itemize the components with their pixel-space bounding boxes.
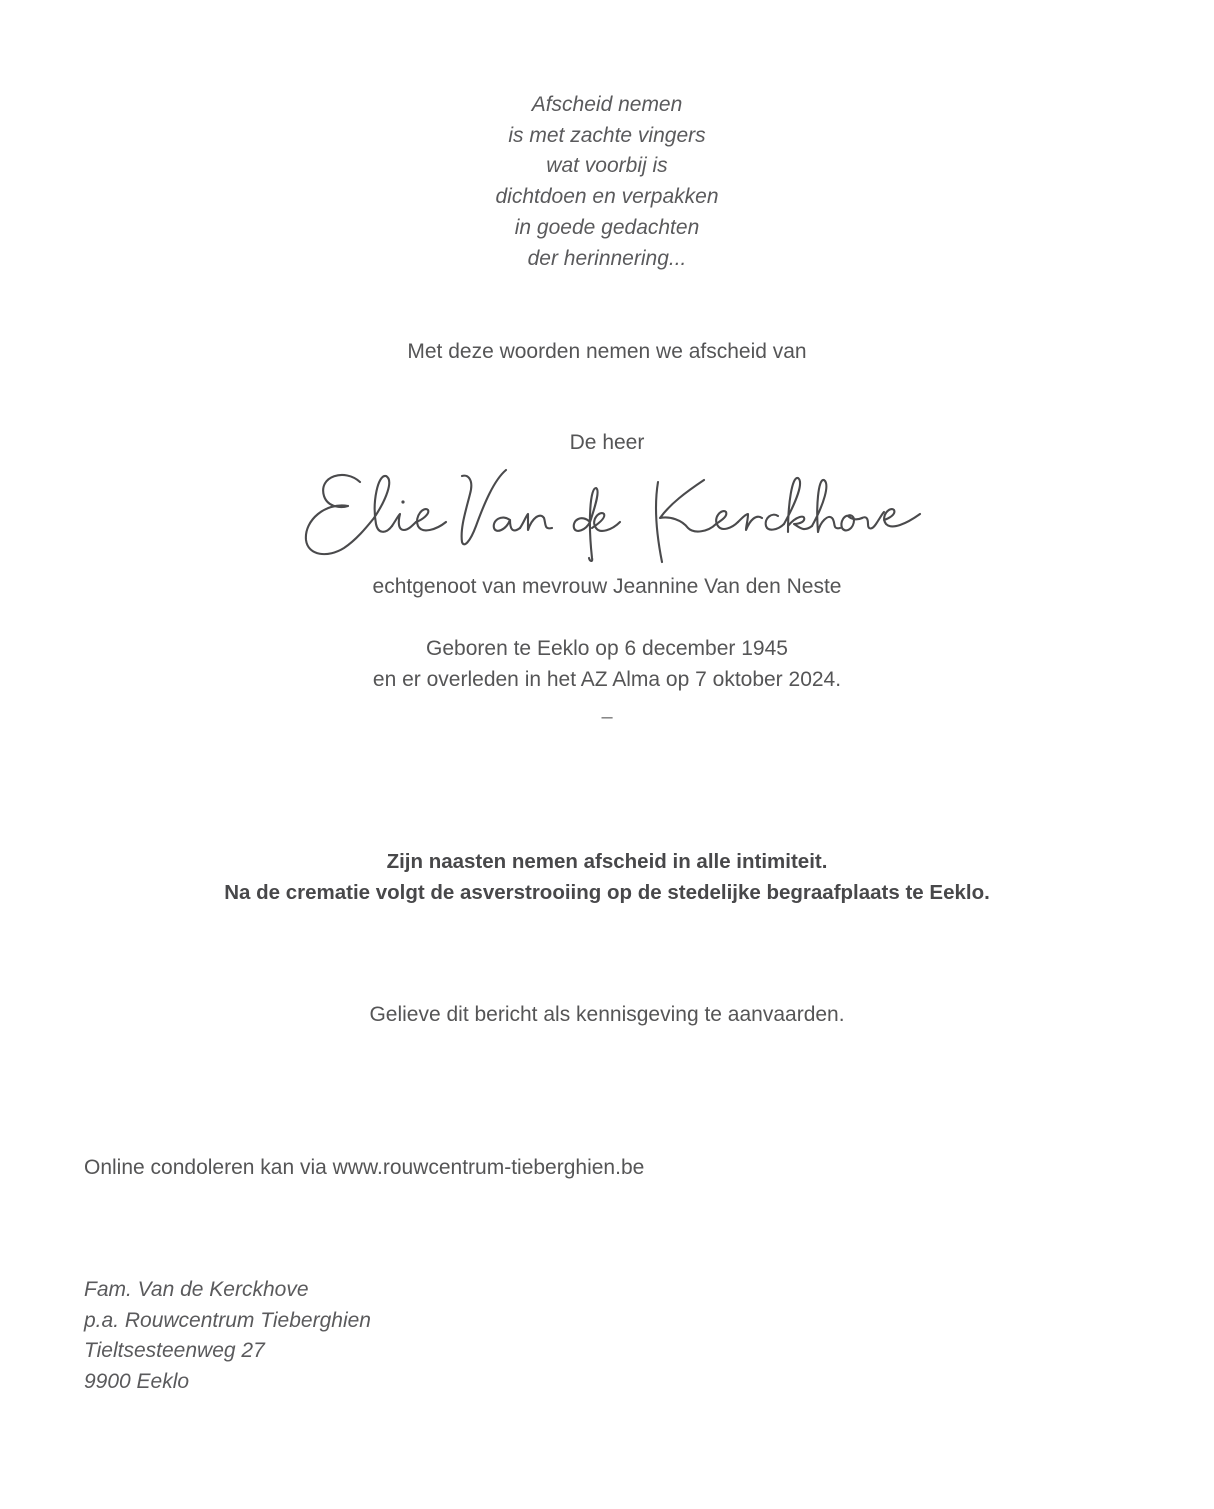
farewell-line-2: Na de crematie volgt de asverstrooiing op de stedelijke begraafplaats te Eeklo. [224, 881, 990, 904]
spouse-line: echtgenoot van mevrouw Jeannine Van den Neste [372, 575, 842, 598]
birth-line: Geboren te Eeklo op 6 december 1945 [426, 637, 788, 660]
deceased-name-signature [290, 462, 924, 574]
separator-dash: – [601, 706, 613, 728]
poem-line: in goede gedachten [514, 215, 700, 239]
address-line: p.a. Rouwcentrum Tieberghien [84, 1308, 371, 1332]
address-line: Tieltsesteenweg 27 [84, 1339, 265, 1363]
address-line: 9900 Eeklo [84, 1370, 190, 1394]
poem-line: is met zachte vingers [508, 123, 706, 147]
poem-line: Afscheid nemen [531, 93, 683, 116]
life-dates [0, 633, 1214, 695]
family-address [84, 1275, 371, 1398]
poem-line: dichtdoen en verpakken [495, 185, 719, 209]
farewell-text [0, 846, 1214, 908]
notice-text: Gelieve dit bericht als kennisgeving te aanvaarden. [369, 1003, 845, 1026]
poem [0, 90, 1214, 274]
poem-line: der herinnering... [527, 246, 687, 270]
death-line: en er overleden in het AZ Alma op 7 oktober 2024. [372, 668, 842, 691]
online-condolence-text: Online condoleren kan via www.rouwcentrum-tieberghien.be [84, 1156, 645, 1179]
poem-line: wat voorbij is [546, 154, 668, 178]
intro-text: Met deze woorden nemen we afscheid van [407, 340, 807, 363]
address-line: Fam. Van de Kerckhove [84, 1278, 309, 1301]
salutation: De heer [569, 431, 645, 454]
farewell-line-1: Zijn naasten nemen afscheid in alle intimiteit. [386, 850, 828, 873]
